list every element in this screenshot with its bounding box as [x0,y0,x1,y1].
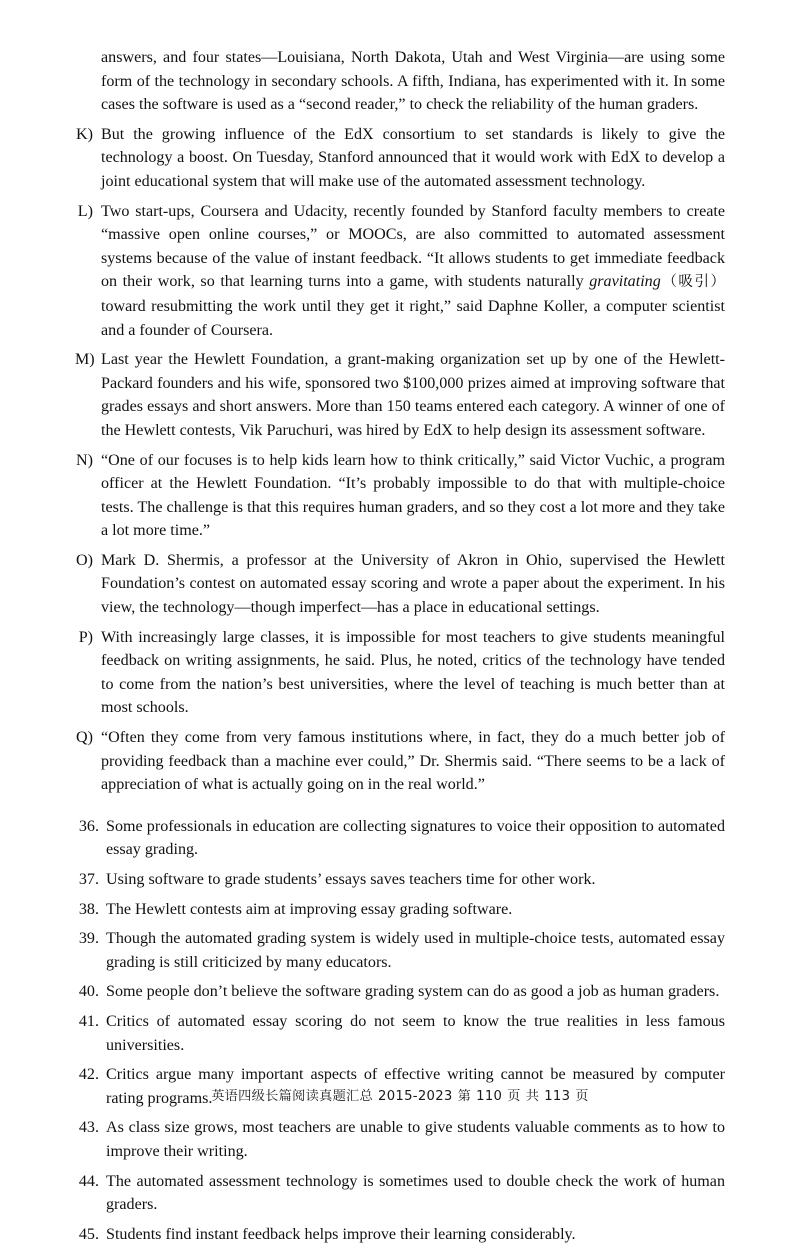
question-item-37 [75,868,725,892]
footer-total-unit: 页 [575,1089,589,1104]
question-number-44: 44. [78,1172,99,1190]
question-number-39: 39. [78,930,99,948]
question-text-39: Though the automated grading system is widely used in multiple-choice tests, automated essay grading is still criticized by many educators. [106,930,725,971]
paragraph-text-m: Last year the Hewlett Foundation, a grant-making organization set up by one of the Hewlett-Packard founders and his wife, sponsored two $100,000 prizes aimed at improving software that grades essays and short answers. More than 150 teams entered each category. A winner of one of the Hewlett contests, Vik Paruchuri, was hired by EdX to help design its assessment software. [101,351,725,439]
paragraph-o [75,549,725,620]
paragraph-l-text-after: toward resubmitting the work until they get it right,” said Daphne Koller, a computer scientist and a founder of Coursera. [101,297,725,339]
question-item-44 [75,1170,725,1217]
question-number-37: 37. [78,871,99,888]
question-list [75,815,725,1246]
question-text-44: The automated assessment technology is sometimes used to double check the work of human graders. [106,1172,725,1214]
footer-total-prefix: 共 [525,1089,540,1104]
footer-total-pages: 113 [544,1089,571,1104]
paragraph-text-l [101,200,725,343]
question-text-41: Critics of automated essay scoring do not seem to know the true realities in less famous universities. [106,1012,725,1054]
question-text-38: The Hewlett contests aim at improving essay grading software. [106,900,513,918]
italic-term-gravitating: gravitating [589,273,661,291]
question-text-37: Using software to grade students’ essays saves teachers time for other work. [106,871,596,888]
paragraph-label-k: K) [76,125,93,143]
paragraph-label-q: Q) [76,729,93,747]
footer-title: 英语四级长篇阅读真题汇总 [211,1089,374,1104]
question-item-45 [75,1223,725,1246]
question-item-40 [75,980,725,1004]
question-item-38 [75,898,725,922]
question-number-41: 41. [78,1012,99,1030]
question-number-36: 36. [78,817,99,835]
footer-page-unit: 页 [507,1089,521,1104]
paragraph-text-n: “One of our focuses is to help kids learn how to think critically,” said Victor Vuchic, a program officer at the Hewlett Foundation. “It’s probably impossible to do that with multiple-choice tests. The challenge is that this requires human graders, and so they cost a lot more and they take a lot more time.” [101,451,725,540]
question-item-36 [75,815,725,862]
paragraph-n [75,449,725,543]
paragraph-text-q: “Often they come from very famous institutions where, in fact, they do a much better job of providing feedback than a machine ever could,” Dr. Shermis said. “There seems to be a lack of appreciation of what is actually going on in the real world.” [101,729,725,794]
paragraph-continuation [75,46,725,117]
chinese-gloss: （吸引） [660,274,726,291]
question-text-45: Students find instant feedback helps improve their learning considerably. [106,1225,576,1243]
paragraph-label-l: L) [77,202,93,220]
paragraph-k [75,123,725,194]
paragraph-text-o: Mark D. Shermis, a professor at the University of Akron in Ohio, supervised the Hewlett Foundation’s contest on automated essay scoring and wrote a paper about the experiment. In his view, the technology—though imperfect—has a place in educational settings. [101,551,725,617]
question-number-43: 43. [78,1119,99,1137]
paragraph-m [75,348,725,442]
paragraph-text-k: But the growing influence of the EdX consortium to set standards is likely to give the technology a boost. On Tuesday, Stanford announced that it would work with EdX to develop a joint educational system that will make use of the automated assessment technology. [101,125,725,190]
paragraph-label-m: M) [75,351,95,369]
question-number-40: 40. [78,983,99,1001]
question-text-40: Some people don’t believe the software grading system can do as good a job as human graders. [106,983,720,1001]
page-footer [0,1085,800,1104]
footer-page-number: 110 [476,1089,503,1104]
paragraph-p [75,626,725,720]
passage-body [75,46,725,797]
footer-year-range: 2015-2023 [378,1089,453,1104]
question-number-38: 38. [78,900,99,918]
question-text-43: As class size grows, most teachers are unable to give students valuable comments as to how to improve their writing. [106,1119,725,1160]
paragraph-text-p: With increasingly large classes, it is impossible for most teachers to give students meaningful feedback on writing assignments, he said. Plus, he noted, critics of the technology have tended to come from the nation’s best universities, where the level of teaching is much better than at most schools. [101,628,725,717]
question-item-43 [75,1116,725,1163]
paragraph-label-o: O) [76,551,93,569]
question-text-36: Some professionals in education are collecting signatures to voice their opposition to automated essay grading. [106,817,725,859]
question-number-45: 45. [78,1225,99,1243]
paragraph-text: answers, and four states—Louisiana, North Dakota, Utah and West Virginia—are using some form of the technology in secondary schools. A fifth, Indiana, has experimented with it. In some cases the software is used as a “second reader,” to check the reliability of the human graders. [101,49,725,114]
question-item-39 [75,927,725,974]
question-text-42: Critics argue many important aspects of effective writing cannot be measured by computer rating programs. [106,1066,725,1107]
paragraph-q [75,726,725,797]
paragraph-l [75,200,725,343]
paragraph-label-n: N) [76,451,93,469]
footer-page-prefix: 第 [457,1089,472,1104]
paragraph-l-text-before: Two start-ups, Coursera and Udacity, recently founded by Stanford faculty members to create “massive open online courses,” or MOOCs, are also committed to automated assessment systems because of the value of instant feedback. “It allows students to get immediate feedback on their work, so that learning turns into a game, with students naturally [101,202,725,291]
paragraph-label-p: P) [78,628,93,646]
question-number-42: 42. [78,1066,99,1084]
question-item-41 [75,1010,725,1057]
